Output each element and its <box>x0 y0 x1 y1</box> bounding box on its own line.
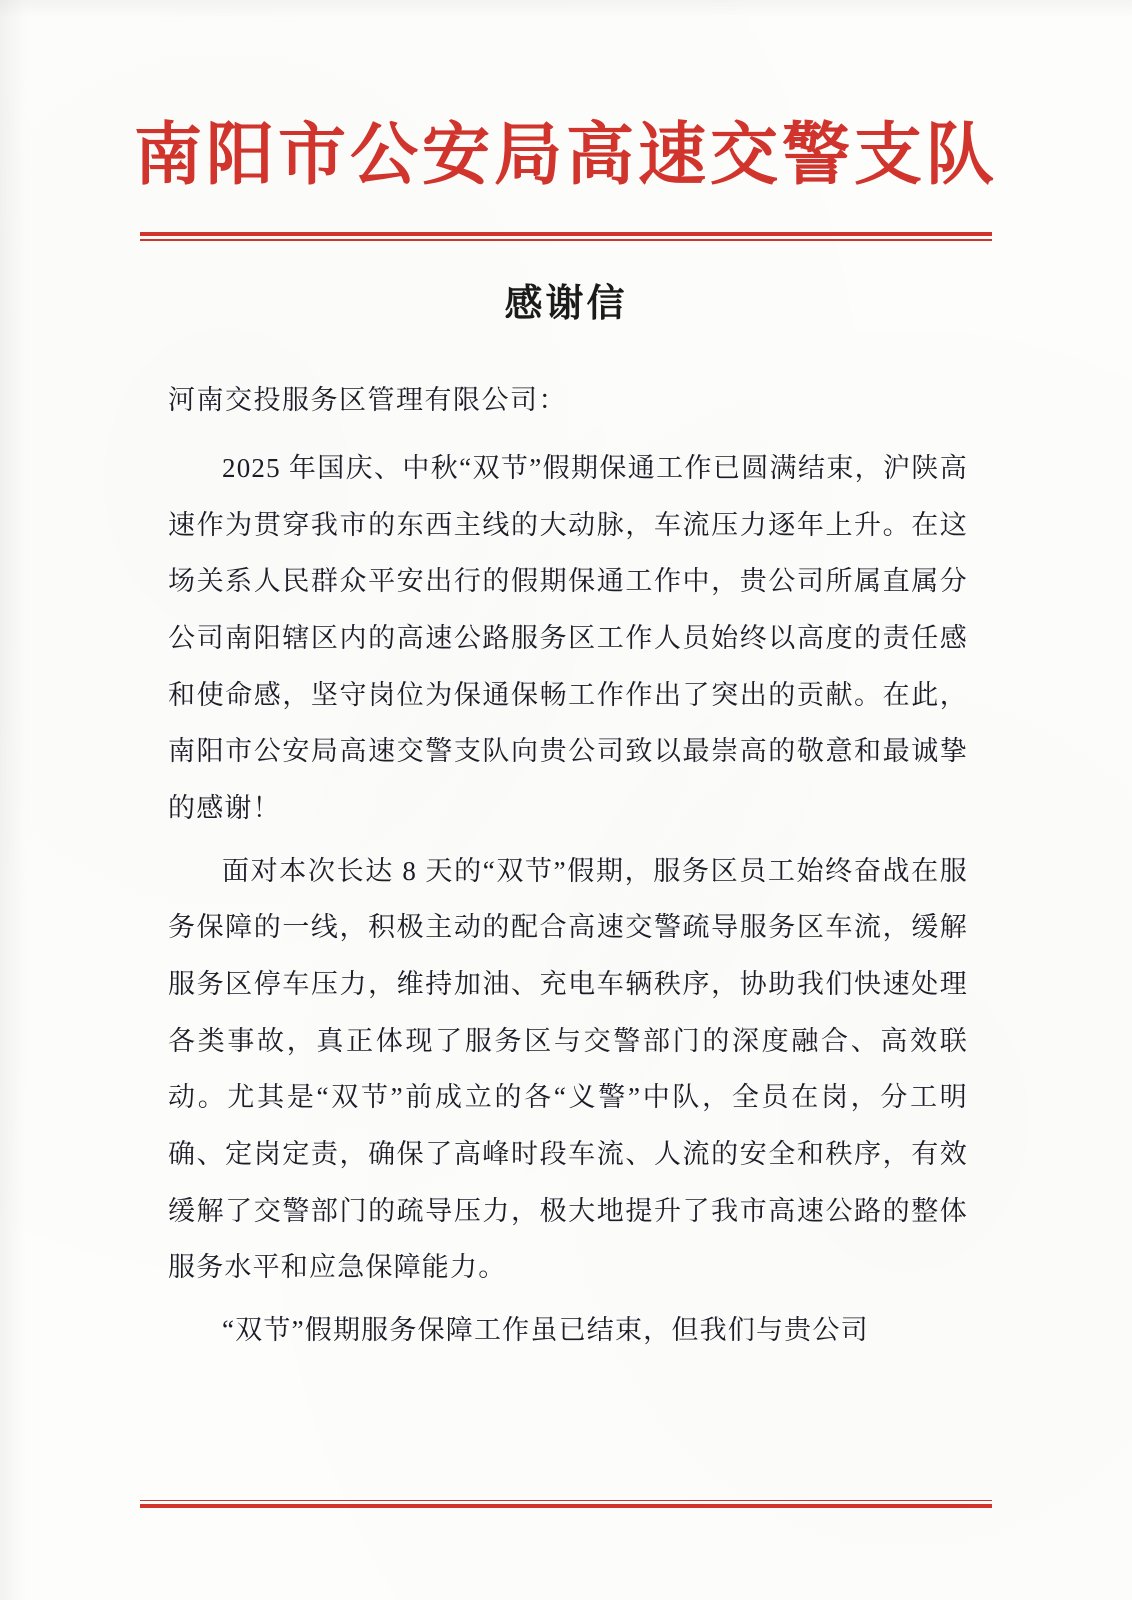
divider-thick-line <box>140 232 992 236</box>
footer-thin-line <box>140 1500 992 1502</box>
page-title: 感谢信 <box>504 280 628 325</box>
footer-thick-line <box>140 1504 992 1508</box>
document-body <box>168 380 968 1365</box>
body-paragraph: 2025 年国庆、中秋“双节”假期保通工作已圆满结束，沪陕高速作为贯穿我市的东西主线的大动脉，车流压力逐年上升。在这场关系人民群众平安出行的假期保通工作中，贵公司所属直属分公司南阳辖区内的高速公路服务区工作人员始终以高度的责任感和使命感，坚守岗位为保通保畅工作作出了突出的贡献。在此，南阳市公安局高速交警支队向贵公司致以最崇高的敬意和最诚挚的感谢！ <box>168 452 968 823</box>
scan-shadow-left <box>0 0 26 1600</box>
letterhead <box>0 115 1132 195</box>
body-paragraph: 面对本次长达 8 天的“双节”假期，服务区员工始终奋战在服务保障的一线，积极主动的配合高速交警疏导服务区车流，缓解服务区停车压力，维持加油、充电车辆秩序，协助我们快速处理各类事故，真正体现了服务区与交警部门的深度融合、高效联动。尤其是“双节”前成立的各“义警”中队，全员在岗，分工明确、定岗定责，确保了高峰时段车流、人流的安全和秩序，有效缓解了交警部门的疏导压力，极大地提升了我市高速公路的整体服务水平和应急保障能力。 <box>168 855 968 1283</box>
divider-thin-line <box>140 239 992 241</box>
body-paragraph: “双节”假期服务保障工作虽已结束，但我们与贵公司 <box>222 1315 869 1346</box>
letterhead-organization: 南阳市公安局高速交警支队 <box>133 115 998 195</box>
salutation: 河南交投服务区管理有限公司： <box>168 385 567 415</box>
scan-shadow-top <box>0 0 1132 18</box>
letterhead-divider <box>140 232 992 241</box>
footer-divider <box>140 1500 992 1509</box>
